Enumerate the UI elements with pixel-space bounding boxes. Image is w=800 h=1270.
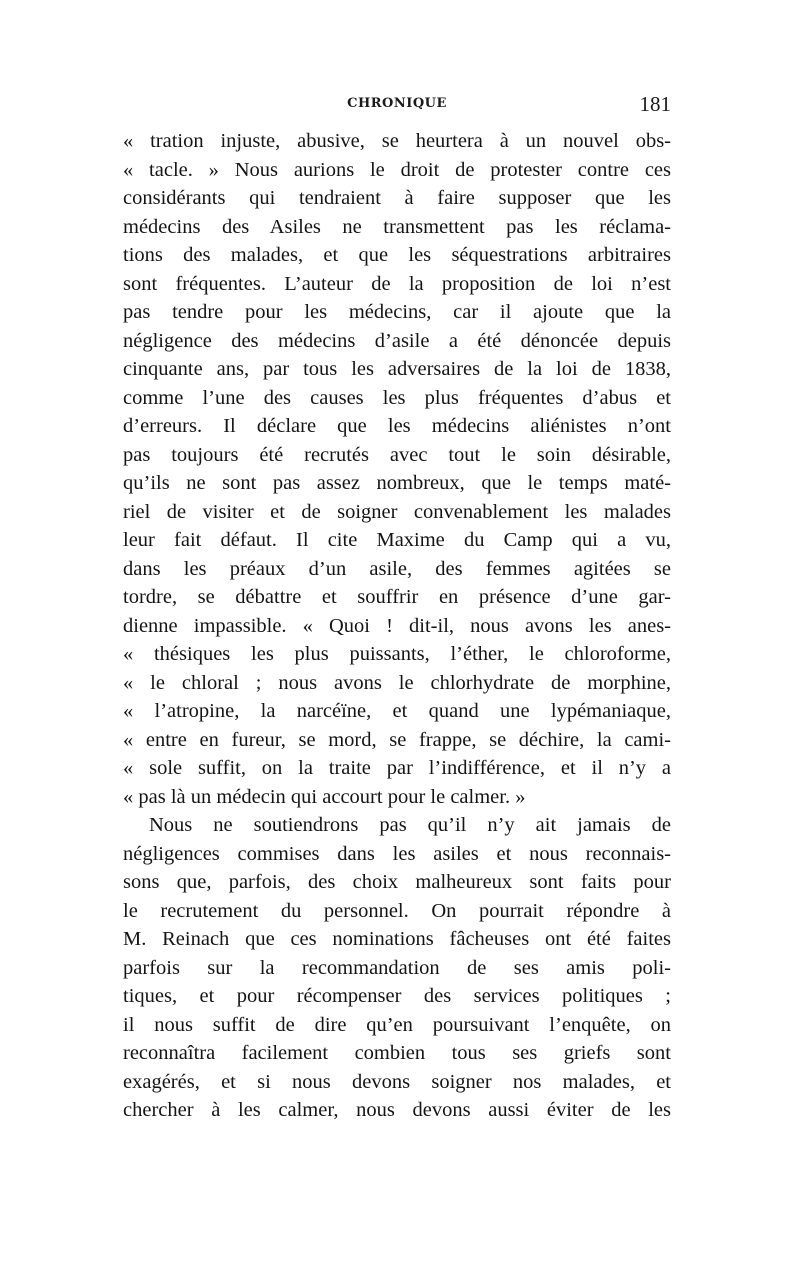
text-line: dienne impassible. « Quoi ! dit-il, nous avons les anes-	[123, 614, 671, 637]
page-header	[123, 92, 671, 122]
text-line: exagérés, et si nous devons soigner nos malades, et	[123, 1070, 671, 1093]
text-line: qu’ils ne sont pas assez nombreux, que le temps maté-	[123, 472, 671, 494]
text-line: sont fréquentes. L’auteur de la proposition de loi n’est	[123, 272, 671, 295]
text-line: le recrutement du personnel. On pourrait répondre à	[123, 899, 671, 922]
text-line: « l’atropine, la narcéïne, et quand une lypémaniaque,	[123, 700, 671, 722]
text-line: « le chloral ; nous avons le chlorhydrate de morphine,	[123, 671, 671, 694]
text-line: négligence des médecins d’asile a été dénoncée depuis	[123, 329, 671, 352]
text-line: tordre, se débattre et souffrir en présence d’une gar-	[123, 586, 671, 608]
text-line: négligences commises dans les asiles et nous reconnais-	[123, 842, 671, 865]
text-line: « entre en fureur, se mord, se frappe, se déchire, la cami-	[123, 728, 671, 751]
text-line: « tacle. » Nous aurions le droit de protester contre ces	[123, 158, 671, 181]
text-line: M. Reinach que ces nominations fâcheuses ont été faites	[123, 928, 671, 950]
text-line: pas tendre pour les médecins, car il ajoute que la	[123, 301, 671, 323]
text-line: médecins des Asiles ne transmettent pas les réclama-	[123, 215, 671, 238]
text-line: parfois sur la recommandation de ses amis poli-	[123, 956, 671, 979]
text-line: chercher à les calmer, nous devons aussi éviter de les	[123, 1099, 671, 1121]
text-line: « sole suffit, on la traite par l’indifférence, et il n’y a	[123, 757, 671, 779]
text-line: dans les préaux d’un asile, des femmes agitées se	[123, 557, 671, 580]
text-line: considérants qui tendraient à faire supposer que les	[123, 187, 671, 209]
text-line: pas toujours été recrutés avec tout le soin désirable,	[123, 443, 671, 466]
text-line: tiques, et pour récompenser des services politiques ;	[123, 985, 671, 1007]
text-line: comme l’une des causes les plus fréquentes d’abus et	[123, 386, 671, 409]
text-line: reconnaîtra facilement combien tous ses griefs sont	[123, 1042, 671, 1064]
running-title: CHRONIQUE	[347, 96, 447, 111]
text-line: sons que, parfois, des choix malheureux sont faits pour	[123, 871, 671, 893]
body-text	[123, 127, 671, 1125]
text-line: cinquante ans, par tous les adversaires de la loi de 1838,	[123, 358, 671, 380]
text-line: riel de visiter et de soigner convenablement les malades	[123, 500, 671, 523]
text-line: tions des malades, et que les séquestrations arbitraires	[123, 244, 671, 266]
text-line: Nous ne soutiendrons pas qu’il n’y ait jamais de	[149, 814, 671, 836]
text-line: « thésiques les plus puissants, l’éther, le chloroforme,	[123, 643, 671, 665]
text-line: « tration injuste, abusive, se heurtera à un nouvel obs-	[123, 130, 671, 152]
text-line: il nous suffit de dire qu’en poursuivant l’enquête, on	[123, 1013, 671, 1036]
text-line: « pas là un médecin qui accourt pour le calmer. »	[123, 785, 526, 808]
page-number: 181	[639, 92, 671, 116]
text-line: leur fait défaut. Il cite Maxime du Camp qui a vu,	[123, 529, 671, 551]
text-line: d’erreurs. Il déclare que les médecins aliénistes n’ont	[123, 415, 671, 437]
